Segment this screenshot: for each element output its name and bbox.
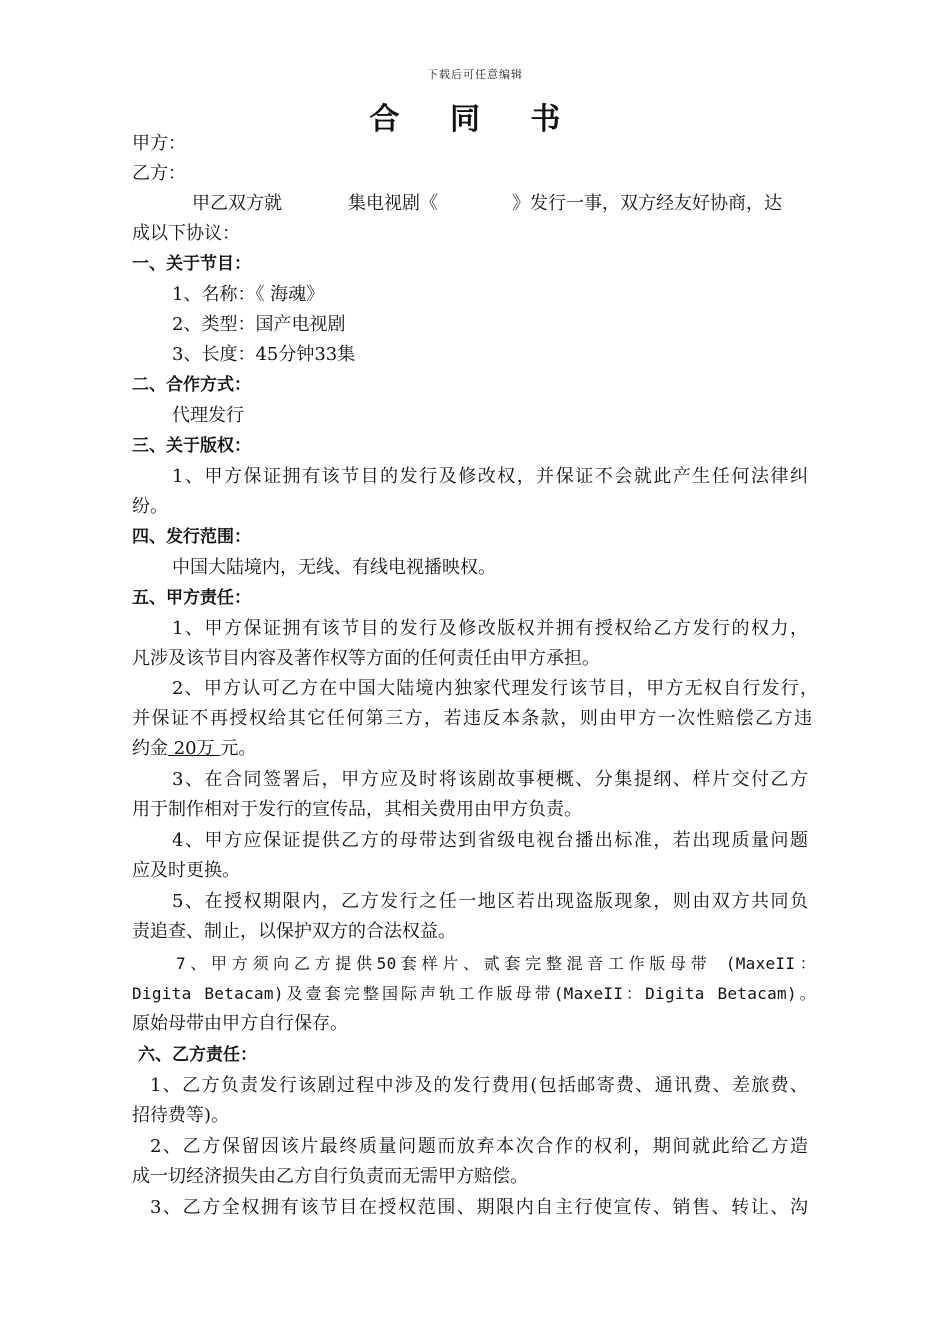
section-5-p2-line: 2、甲方认可乙方在中国大陆境内独家代理发行该节目，甲方无权自行发行， (172, 678, 818, 699)
section-5-p1-line: 凡涉及该节目内容及著作权等方面的任何责任由甲方承担。 (132, 648, 600, 669)
section-6-p1-line: 招待费等)。 (132, 1105, 230, 1126)
section-5-p5-line: 5、在授权期限内，乙方发行之任一地区若出现盗版现象，则由双方共同负 (172, 891, 808, 912)
section-5-p2-line: 并保证不再授权给其它任何第三方，若违反本条款，则由甲方一次性赔偿乙方违 (132, 708, 812, 729)
section-6-p2-line: 2、乙方保留因该片最终质量问题而放弃本次合作的权利，期间就此给乙方造 (150, 1136, 808, 1157)
section-3-line: 1、甲方保证拥有该节目的发行及修改权，并保证不会就此产生任何法律纠 (172, 466, 808, 487)
section-1-item: 3、长度：45分钟33集 (172, 344, 356, 365)
section-6-p2-line: 成一切经济损失由乙方自行负责而无需甲方赔偿。 (132, 1166, 528, 1187)
section-5-p3-line: 3、在合同签署后，甲方应及时将该剧故事梗概、分集提纲、样片交付乙方 (172, 769, 808, 790)
party-a-label: 甲方： (132, 133, 186, 154)
section-6-p1-line: 1、乙方负责发行该剧过程中涉及的发行费用(包括邮寄费、通讯费、差旅费、 (150, 1075, 808, 1096)
intro-part-a: 甲乙双方就 (192, 193, 282, 214)
section-5-p4-line: 4、甲方应保证提供乙方的母带达到省级电视台播出标准，若出现质量问题 (172, 830, 808, 851)
section-1-item: 2、类型：国产电视剧 (172, 314, 346, 335)
intro-part-c: 》发行一事，双方经友好协商，达 (512, 193, 782, 214)
penalty-prefix: 约金 (132, 738, 168, 759)
section-2-heading: 二、合作方式： (132, 375, 251, 395)
intro-part-b: 集电视剧《 (348, 193, 438, 214)
section-3-line: 纷。 (132, 496, 168, 517)
section-6-p3-line: 3、乙方全权拥有该节目在授权范围、期限内自主行使宣传、销售、转让、沟 (150, 1197, 808, 1218)
section-3-heading: 三、关于版权： (132, 436, 251, 456)
section-5-heading: 五、甲方责任： (132, 588, 251, 608)
section-6-heading: 六、乙方责任： (138, 1045, 257, 1065)
section-1-item: 1、名称：《 海魂》 (172, 284, 325, 305)
penalty-suffix: 元。 (220, 738, 257, 759)
header-note: 下载后可任意编辑 (427, 68, 523, 81)
section-5-p7-line: 7、甲方须向乙方提供50套样片、贰套完整混音工作版母带 (MaxeII： (176, 954, 816, 973)
section-5-p5-line: 责追查、制止，以保护双方的合法权益。 (132, 921, 456, 942)
section-1-heading: 一、关于节目： (132, 254, 251, 274)
section-4-body: 中国大陆境内，无线、有线电视播映权。 (172, 557, 496, 578)
section-4-heading: 四、发行范围： (132, 527, 251, 547)
section-2-body: 代理发行 (172, 405, 244, 426)
section-5-p7-line: Digita Betacam)及壹套完整国际声轨工作版母带(MaxeII：Digita Betacam)。 (132, 984, 816, 1003)
section-5-p2-line (132, 737, 822, 761)
section-5-p3-line: 用于制作相对于发行的宣传品，其相关费用由甲方负责。 (132, 799, 582, 820)
section-5-p4-line: 应及时更换。 (132, 860, 240, 881)
section-5-p7-line: 原始母带由甲方自行保存。 (132, 1013, 348, 1034)
party-b-label: 乙方： (132, 163, 186, 184)
section-5-p1-line: 1、甲方保证拥有该节目的发行及修改版权并拥有授权给乙方发行的权力， (172, 618, 808, 639)
penalty-amount: 20万 (168, 738, 221, 759)
document-title: 合 同 书 (369, 102, 581, 137)
intro-line-2: 成以下协议： (132, 223, 240, 244)
